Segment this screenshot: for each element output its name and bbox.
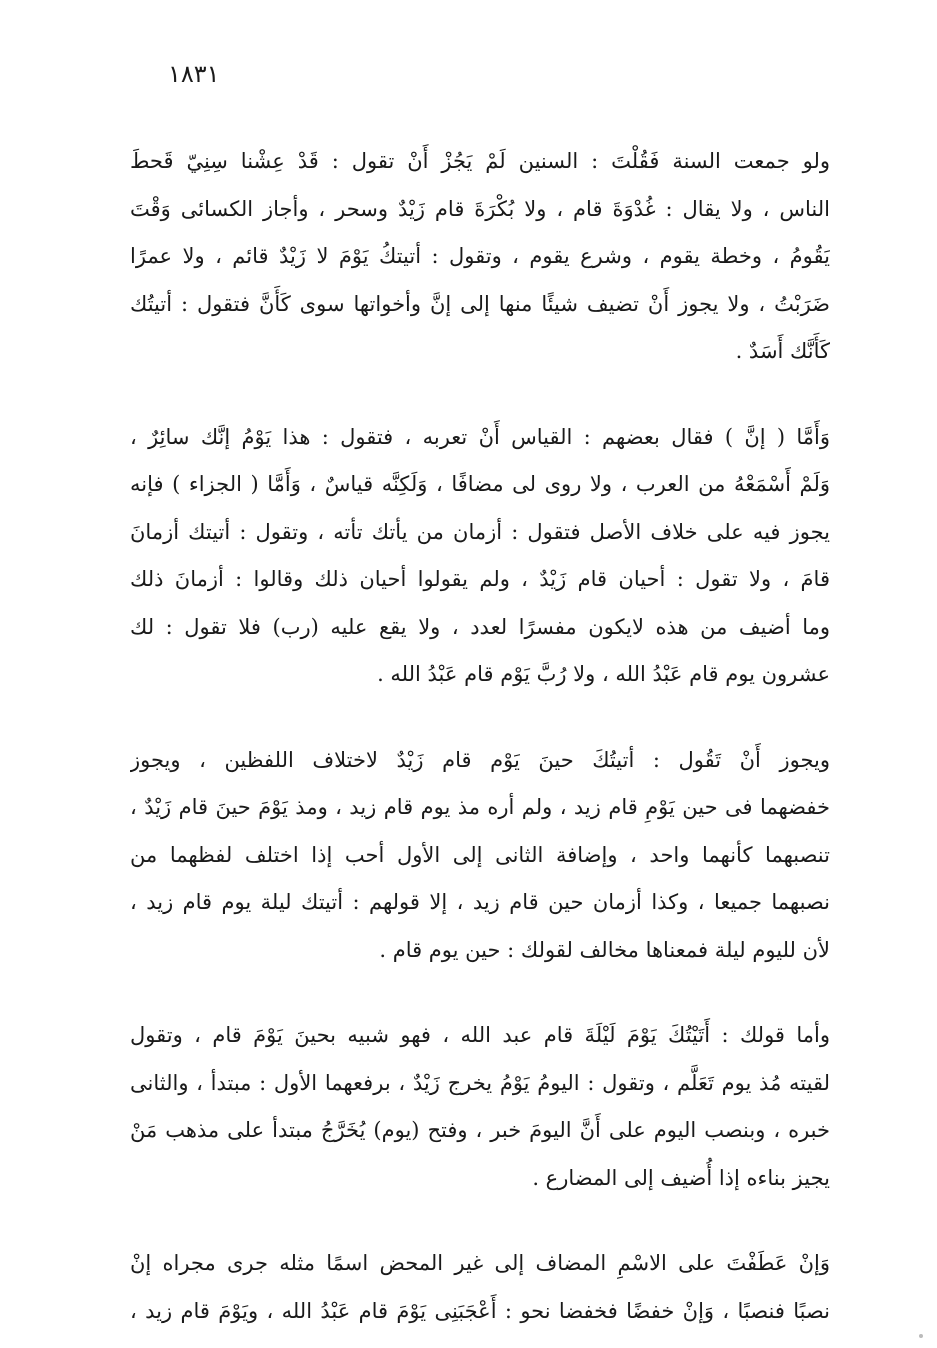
text-line: وَإنْ عَطَفْتَ على الاسْمِ المضاف إلى غير المحض اسمًا مثله جرى مجراه إنْ: [130, 1251, 830, 1275]
text-line: عشرون يوم قام عَبْدُ الله ، ولا رُبَّ يَوْم قام عَبْدُ الله .: [377, 662, 830, 686]
text-line: كَأَنَّك أَسَدٌ .: [735, 339, 830, 363]
body-text: [130, 138, 830, 1335]
text-line: وما أضيف من هذه لايكون مفسرًا لعدد ، ولا يقع عليه (رب) فلا تقول : لك: [130, 614, 830, 639]
text-line: ضَرَبْتُ ، ولا يجوز أَنْ تضيف شيئًا منها إلى إنَّ وأخواتها سوى كَأَنَّ فتقول : أتيتُك: [130, 291, 830, 316]
paragraph: [130, 1012, 830, 1202]
text-line: نصبهما جميعا ، وكذا أزمان حين قام زيد ، إلا قولهم : أتيتك ليلة يوم قام زيد ،: [130, 890, 830, 914]
paragraph: [130, 737, 830, 975]
text-line: نصبًا فنصبًا ، وَإنْ خفضًا فخفضا نحو : أَعْجَبَنِى يَوْمَ قام عَبْدُ الله ، ويَوْمَ قام زيد ،: [130, 1298, 830, 1323]
text-line: ويجوز أَنْ تَقُول : أتيتُكَ حينَ يَوْم قام زَيْدٌ لاختلاف اللفظين ، ويجوز: [130, 747, 830, 772]
scan-speck: [919, 1334, 923, 1338]
text-line: قامَ ، ولا تقول : أحيان قام زَيْدٌ ، ولم يقولوا أحيان ذلك وقالوا : أزمانَ ذلك: [130, 567, 830, 591]
text-line: لأن لليوم ليلة فمعناها مخالف لقولك : حين يوم قام .: [379, 937, 830, 962]
text-line: لقيته مُذ يوم تَعَلَّم ، وتقول : اليومُ يَوْمُ يخرج زَيْدٌ ، برفعهما الأول : مبتدأ ، والثانى: [130, 1070, 830, 1095]
text-line: خبره ، وبنصب اليوم على أَنَّ اليومَ خبر ، وفتح (يوم) يُخَرَّجُ مبتدأ على مذهب مَنْ: [130, 1118, 830, 1142]
paragraph: [130, 138, 830, 376]
text-line: تنصبهما كأنهما واحد ، وإضافة الثانى إلى الأول أحب إذا اختلف لفظهما من: [130, 842, 830, 867]
text-line: وأما قولك : أَتَيْتُكَ يَوْمَ لَيْلَةَ قام عبد الله ، فهو شبيه بحينَ يَوْمَ قام ، وتقول: [130, 1023, 830, 1047]
text-line: الناس ، ولا يقال : غُدْوَةَ قام ، ولا بُكْرَةَ قام زَيْدٌ وسحر ، وأجاز الكسائى وَقْتَ: [130, 196, 830, 221]
text-line: وَلَمْ أَسْمَعْهُ من العرب ، ولا روى لى مضافًا ، وَلَكِنَّه قياسٌ ، وَأَمَّا ( الجزاء ) فإنه: [130, 472, 830, 496]
text-line: وَأَمَّا ( إنَّ ) فقال بعضهم : القياس أَنْ تعربه ، فتقول : هذا يَوْمُ إنَّك سائِرٌ ،: [130, 424, 830, 449]
text-line: ولو جمعت السنة فَقُلْتَ : السنين لَمْ يَجُزْ أَنْ تقول : قَدْ عِشْنا سِنِيّ قَحطَ: [130, 149, 830, 173]
page-number: ١٨٣١: [168, 60, 220, 88]
text-line: يَقُومُ ، وخطة يقوم ، وشرع يقوم ، وتقول : أتيتكُ يَوْمَ لا زَيْدٌ قائم ، ولا عمرًا: [130, 244, 830, 268]
text-line: خفضهما فى حين يَوْمِ قام زيد ، ولم أره مذ يوم قام زيد ، ومذ يَوْمَ حينَ قام زَيْدٌ ،: [130, 795, 830, 819]
paragraph: [130, 414, 830, 699]
paragraph: [130, 1240, 830, 1335]
text-line: يجوز فيه على خلاف الأصل فتقول : أزمان من يأتك تأته ، وتقول : أتيتك أزمانَ: [130, 519, 830, 544]
text-line: يجيز بناءه إذا أُضيف إلى المضارع .: [532, 1165, 830, 1190]
